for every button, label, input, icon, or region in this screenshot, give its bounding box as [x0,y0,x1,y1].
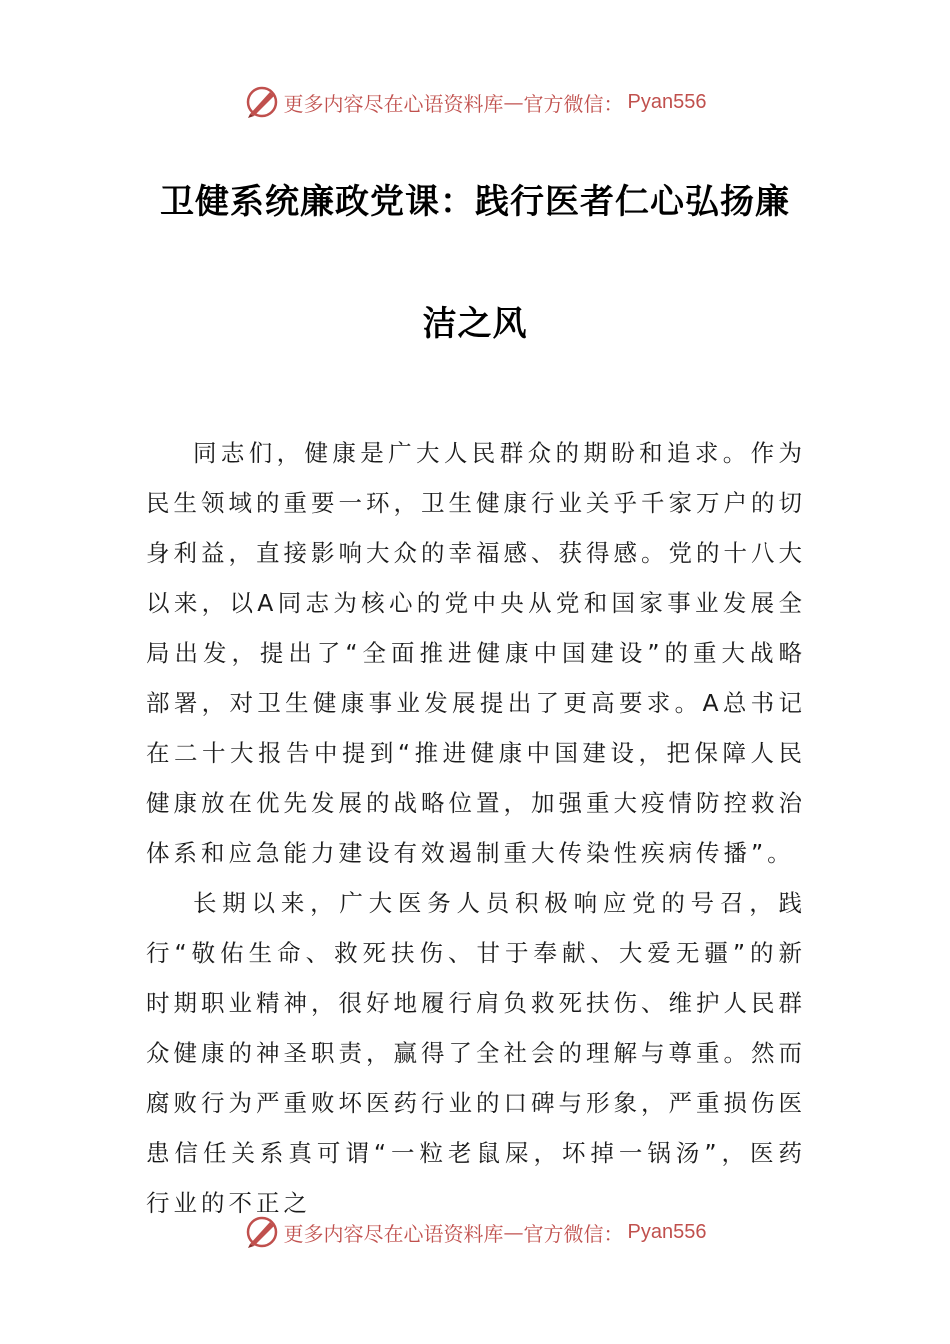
watermark-separator: — [503,90,524,114]
watermark-header [0,80,950,124]
watermark-contact-id: Pyan556 [627,1220,707,1243]
document-title-line-1: 卫健系统廉政党课：践行医者仁心弘扬廉 [160,182,790,222]
pen-circle-logo-icon [244,84,280,120]
watermark-site-text: 更多内容尽在心语资料库 [283,91,504,116]
watermark-site-text: 更多内容尽在心语资料库 [283,1221,504,1246]
watermark-separator: — [503,1220,524,1244]
watermark-contact-label: 官方微信： [523,1221,624,1246]
body-paragraph: 长期以来，广大医务人员积极响应党的号召，践行“敬佑生命、救死扶伤、甘于奉献、大爱无疆”的新时期职业精神，很好地履行肩负救死扶伤、维护人民群众健康的神圣职责，赢得了全社会的理解与尊重。然而腐败行为严重败坏医药行业的口碑与形象，严重损伤医患信任关系真可谓“一粒老鼠屎，坏掉一锅汤”，医药行业的不正之 [146,889,806,1217]
watermark-contact-id: Pyan556 [627,90,707,113]
body-paragraph: 同志们，健康是广大人民群众的期盼和追求。作为民生领域的重要一环，卫生健康行业关乎千家万户的切身利益，直接影响大众的幸福感、获得感。党的十八大以来，以A同志为核心的党中央从党和国家事业发展全局出发，提出了“全面推进健康中国建设”的重大战略部署，对卫生健康事业发展提出了更高要求。A总书记在二十大报告中提到“推进健康中国建设，把保障人民健康放在优先发展的战略位置，加强重大疫情防控救治体系和应急能力建设有效遏制重大传染性疾病传播”。 [146,439,806,867]
pen-circle-logo-icon [244,1214,280,1250]
document-title-line-2: 洁之风 [422,304,528,344]
watermark-contact-label: 官方微信： [523,91,624,116]
watermark-footer [0,1210,950,1254]
document-body [146,428,806,1228]
